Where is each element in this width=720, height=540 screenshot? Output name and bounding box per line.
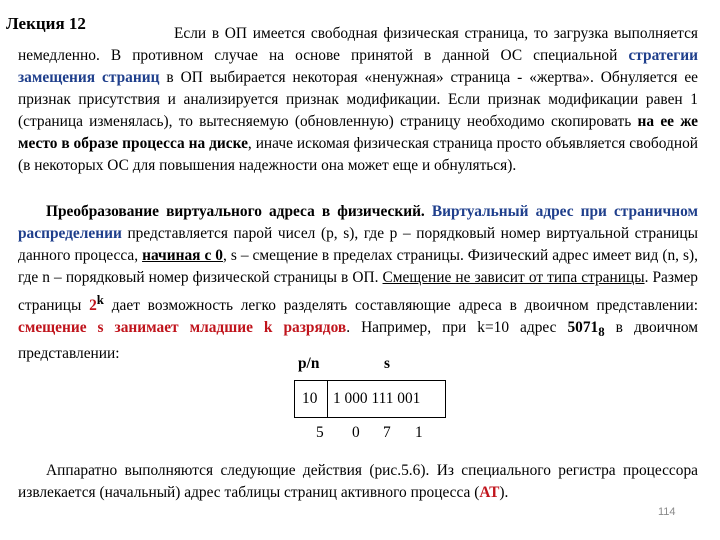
text-run: . Например, при k=10 адрес	[346, 319, 568, 337]
label-offset: s	[384, 355, 390, 372]
page-size-base: 2	[89, 297, 97, 315]
term-replacement-strategy: стратегии замещения страниц	[18, 47, 698, 86]
text-run: , иначе искомая физическая страница просто объявляется свободной (в некоторых ОС для повышения надежности она может еще и обнуляться).	[18, 135, 699, 174]
octal-digit: 0	[352, 424, 360, 441]
text-run: в ОП выбирается некоторая «ненужная» страница - «жертва». Обнуляется ее признак присутствия и анализируется признак модификации. Если признак модификации равен 1 (страница изменялась), то вытесняемую (обновленную) страницу необходимо скопировать	[18, 69, 698, 130]
emphasis-offset-independent: Смещение не зависит от типа страницы	[382, 269, 645, 286]
paragraph-address-translation	[18, 201, 698, 365]
term-page-table: АТ	[479, 484, 500, 501]
label-page-number: p/n	[298, 355, 320, 372]
cell-divider	[327, 381, 328, 417]
octal-digit: 1	[415, 424, 423, 441]
text-run: . Размер страницы	[18, 269, 698, 315]
octal-digit: 7	[383, 424, 391, 441]
heading-address-translation: Преобразование виртуального адреса в физический.	[46, 203, 425, 220]
octal-digit: 5	[316, 424, 324, 441]
binary-page-cell: 10	[302, 390, 318, 407]
binary-offset-cell: 1 000 111 001	[333, 390, 421, 407]
text-run: дает возможность легко разделять составляющие адреса в двоичном представлении:	[103, 297, 698, 315]
text-run: ).	[499, 484, 509, 501]
text-run: Аппаратно выполняются следующие действия (рис.5.6). Из специального регистра процессора извлекается (начальный) адрес таблицы страниц активного процесса (	[18, 462, 698, 501]
page-number: 114	[658, 506, 676, 518]
paragraph-hardware-actions	[18, 460, 698, 504]
example-address: 5071	[567, 319, 599, 337]
text-run: в двоичном представлении:	[18, 319, 698, 363]
text-run: , s – смещение в пределах страницы. Физический адрес имеет вид (n, s), где n – порядковый номер физической страницы в ОП.	[18, 247, 698, 286]
text-run	[425, 203, 432, 220]
term-virtual-address: Виртуальный адрес при страничном распределении	[18, 203, 698, 242]
text-run: Если в ОП имеется свободная физическая страница, то загрузка выполняется немедленно. В противном случае на основе принятой в данной ОС специальной	[18, 25, 698, 64]
paragraph-page-replacement	[18, 23, 698, 177]
binary-address-box	[294, 380, 446, 418]
page-size-exponent: k	[96, 293, 104, 307]
text-run: представляется парой чисел (p, s), где p – порядковый номер виртуальной страницы данного процесса,	[18, 225, 698, 264]
lecture-title: Лекция 12	[6, 14, 86, 33]
emphasis-offset-bits: смещение s занимает младшие k разрядов	[18, 319, 347, 337]
emphasis-starting-zero: начиная с 0	[142, 247, 223, 264]
example-address-base: 8	[598, 325, 605, 340]
emphasis-disk-image: на ее же место в образе процесса на диске	[18, 113, 698, 152]
